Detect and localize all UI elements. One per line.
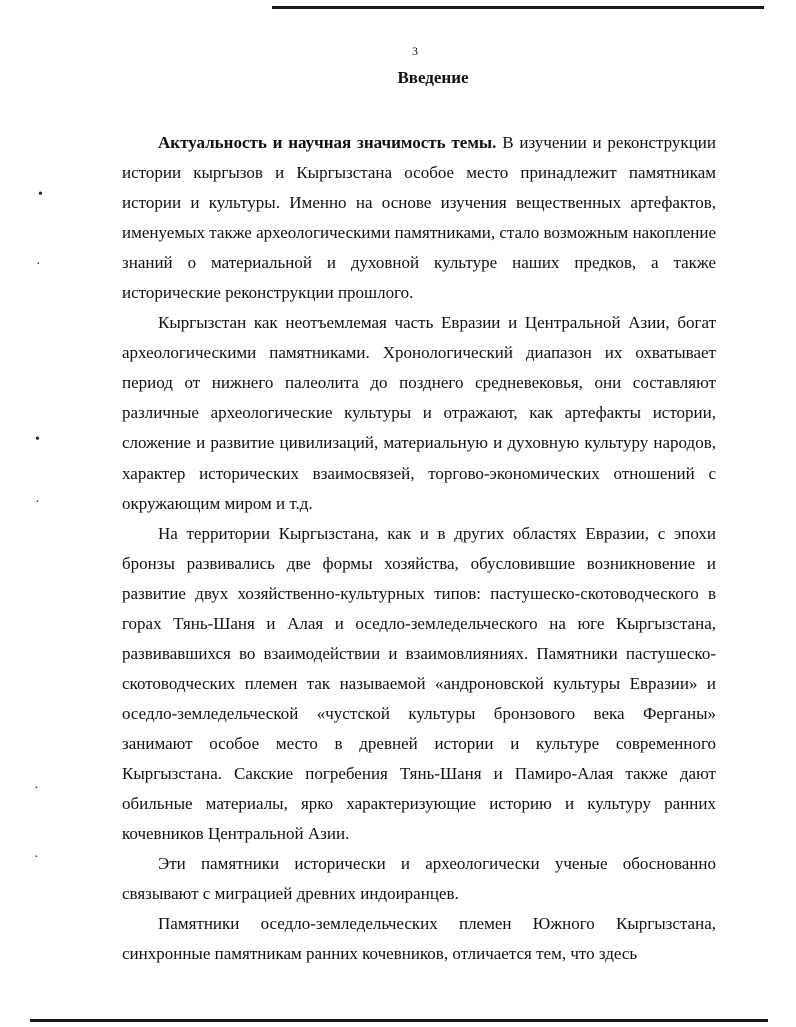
paragraph-text: В изучении и реконструкции истории кыргызов и Кыргызстана особое место принадлежит памятникам истории и культуры. Именно на основе изучения вещественных артефактов, именуемых также археологическими памятниками, стало возможным накопление знаний о материальной и духовной культуре наших предков, а также исторические реконструкции прошлого. (122, 133, 716, 303)
scan-speck: • (38, 187, 43, 202)
scan-speck: · (34, 850, 39, 865)
scan-speck: · (35, 495, 40, 510)
scan-border-bottom (30, 1019, 768, 1022)
paragraph-2: Кыргызстан как неотъемлемая часть Евразии и Центральной Азии, богат археологическими памятниками. Хронологический диапазон их охватывает период от нижнего палеолита до позднего средневековья, они составляют различные археологические культуры и отражают, как артефакты истории, сложение и развитие цивилизаций, материальную и духовную культуру народов, характер исторических взаимосвязей, торгово-экономических отношений с окружающим миром и т.д. (122, 313, 716, 513)
paragraph-3: На территории Кыргызстана, как и в других областях Евразии, с эпохи бронзы развивались две формы хозяйства, обусловившие возникновение и развитие двух хозяйственно-культурных типов: пастушеско-скотоводческого в горах Тянь-Шаня и Алая и оседло-земледельческого на юге Кыргызстана, развивавшихся во взаимодействии и взаимовлияниях. Памятники пастушеско-скотоводческих племен так называемой «андроновской культуры Евразии» и оседло-земледельческой «чустской культуры бронзового века Ферганы» занимают особое место в древней истории и культуре современного Кыргызстана. Сакские погребения Тянь-Шаня и Памиро-Алая также дают обильные материалы, ярко характеризующие историю и культуру ранних кочевников Центральной Азии. (122, 523, 716, 844)
scan-speck: · (34, 781, 39, 796)
page-number: 3 (412, 44, 418, 58)
paragraph-lead: Актуальность и научная значимость темы. (158, 133, 497, 152)
scan-speck: · (36, 257, 41, 272)
document-body (122, 128, 716, 969)
page-title: Введение (397, 68, 469, 87)
scan-border-top (272, 6, 764, 9)
scan-speck: • (35, 432, 40, 447)
paragraph-4: Эти памятники исторически и археологически ученые обоснованно связывают с миграцией древних индоиранцев. (122, 854, 716, 904)
paragraph-1 (122, 128, 716, 308)
paragraph-5: Памятники оседло-земледельческих племен Южного Кыргызстана, синхронные памятникам ранних кочевников, отличается тем, что здесь (122, 914, 716, 964)
